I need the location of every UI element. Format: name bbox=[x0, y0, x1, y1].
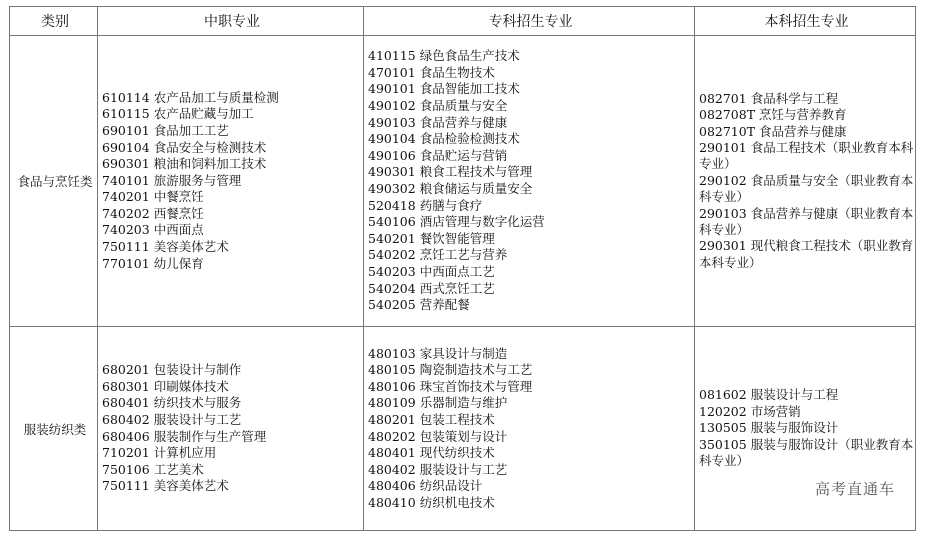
major-item: 690104 食品安全与检测技术 bbox=[102, 139, 267, 155]
major-item: 490106 食品贮运与营销 bbox=[368, 147, 508, 163]
major-item: 480109 乐器制造与维护 bbox=[368, 395, 508, 411]
major-item: 480410 纺织机电技术 bbox=[368, 494, 495, 510]
benke-cell bbox=[695, 327, 916, 531]
major-item: 680401 纺织技术与服务 bbox=[102, 395, 242, 411]
major-item: 480106 珠宝首饰技术与管理 bbox=[368, 378, 533, 394]
major-item: 480105 陶瓷制造技术与工艺 bbox=[368, 362, 533, 378]
major-item: 082708T 烹饪与营养教育 bbox=[699, 107, 847, 123]
major-item: 490104 食品检验检测技术 bbox=[368, 131, 520, 147]
major-item: 350105 服装与服饰设计（职业教育本科专业） bbox=[699, 436, 914, 469]
major-item: 740202 西餐烹饪 bbox=[102, 205, 204, 221]
major-item: 130505 服装与服饰设计 bbox=[699, 420, 839, 436]
major-item: 540205 营养配餐 bbox=[368, 297, 470, 313]
major-item: 680301 印刷媒体技术 bbox=[102, 378, 229, 394]
benke-cell bbox=[695, 36, 916, 327]
major-item: 680406 服装制作与生产管理 bbox=[102, 428, 267, 444]
major-item: 480402 服装设计与工艺 bbox=[368, 461, 508, 477]
major-item: 290103 食品营养与健康（职业教育本科专业） bbox=[699, 205, 914, 238]
major-item: 480201 包装工程技术 bbox=[368, 411, 495, 427]
major-item: 540203 中西面点工艺 bbox=[368, 263, 495, 279]
zhongzhi-cell bbox=[98, 327, 364, 531]
major-item: 540204 西式烹饪工艺 bbox=[368, 280, 495, 296]
major-item: 610114 农产品加工与质量检测 bbox=[102, 89, 279, 105]
major-item: 540106 酒店管理与数字化运营 bbox=[368, 214, 545, 230]
major-item: 082710T 食品营养与健康 bbox=[699, 123, 847, 139]
table-row bbox=[10, 327, 916, 531]
zhongzhi-cell bbox=[98, 36, 364, 327]
table-row bbox=[10, 36, 916, 327]
major-item: 750111 美容美体艺术 bbox=[102, 239, 229, 255]
major-item: 490102 食品质量与安全 bbox=[368, 98, 508, 114]
major-item: 480401 现代纺织技术 bbox=[368, 445, 495, 461]
major-item: 750111 美容美体艺术 bbox=[102, 478, 229, 494]
major-item: 480103 家具设计与制造 bbox=[368, 345, 508, 361]
major-item: 290101 食品工程技术（职业教育本科专业） bbox=[699, 139, 914, 172]
major-item: 120202 市场营销 bbox=[699, 403, 801, 419]
major-item: 740201 中餐烹饪 bbox=[102, 189, 204, 205]
major-item: 410115 绿色食品生产技术 bbox=[368, 48, 520, 64]
category-cell: 食品与烹饪类 bbox=[10, 36, 98, 327]
major-item: 290102 食品质量与安全（职业教育本科专业） bbox=[699, 172, 914, 205]
header-category: 类别 bbox=[10, 7, 98, 36]
zhuanke-cell bbox=[364, 327, 695, 531]
major-item: 490301 粮食工程技术与管理 bbox=[368, 164, 533, 180]
major-item: 740101 旅游服务与管理 bbox=[102, 172, 242, 188]
category-cell: 服装纺织类 bbox=[10, 327, 98, 531]
major-item: 470101 食品生物技术 bbox=[368, 64, 495, 80]
major-item: 740203 中西面点 bbox=[102, 222, 204, 238]
major-item: 480202 包装策划与设计 bbox=[368, 428, 508, 444]
major-item: 081602 服装设计与工程 bbox=[699, 387, 839, 403]
major-item: 520418 药膳与食疗 bbox=[368, 197, 483, 213]
major-item: 490103 食品营养与健康 bbox=[368, 114, 508, 130]
major-item: 480406 纺织品设计 bbox=[368, 478, 483, 494]
header-zhuanke: 专科招生专业 bbox=[364, 7, 695, 36]
major-item: 610115 农产品贮藏与加工 bbox=[102, 106, 254, 122]
table-header-row bbox=[10, 7, 916, 36]
watermark: 高考直通车 bbox=[814, 480, 895, 498]
major-table bbox=[9, 6, 916, 531]
major-item: 690101 食品加工工艺 bbox=[102, 122, 229, 138]
major-item: 540202 烹饪工艺与营养 bbox=[368, 247, 508, 263]
major-item: 680201 包装设计与制作 bbox=[102, 362, 242, 378]
major-item: 690301 粮油和饲料加工技术 bbox=[102, 156, 267, 172]
major-item: 750106 工艺美术 bbox=[102, 461, 204, 477]
major-item: 680402 服装设计与工艺 bbox=[102, 411, 242, 427]
major-item: 290301 现代粮食工程技术（职业教育本科专业） bbox=[699, 238, 914, 270]
header-benke: 本科招生专业 bbox=[695, 7, 916, 36]
major-item: 082701 食品科学与工程 bbox=[699, 90, 839, 106]
major-item: 770101 幼儿保育 bbox=[102, 255, 204, 271]
major-item: 710201 计算机应用 bbox=[102, 445, 217, 461]
major-item: 490101 食品智能加工技术 bbox=[368, 81, 520, 97]
zhuanke-cell bbox=[364, 36, 695, 327]
header-zhongzhi: 中职专业 bbox=[98, 7, 364, 36]
major-item: 540201 餐饮智能管理 bbox=[368, 230, 495, 246]
major-item: 490302 粮食储运与质量安全 bbox=[368, 181, 533, 196]
